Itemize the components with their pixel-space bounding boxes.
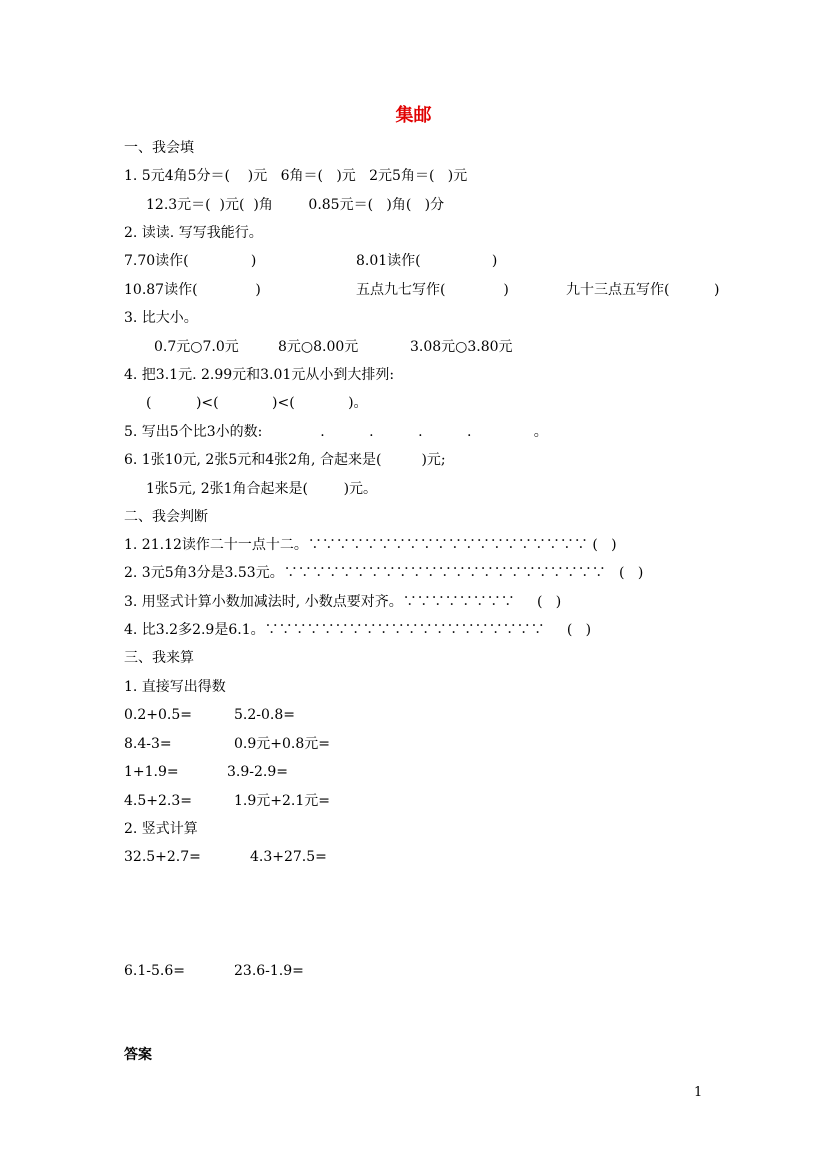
question-6-line-1: 6. 1张10元, 2张5元和4张2角, 合起来是( )元; [124,452,446,468]
calc-1-e: 1+1.9= [124,764,179,780]
page-title: 集邮 [395,105,432,126]
calc-2-a: 32.5+2.7= [124,849,201,865]
question-2-item-d: 五点九七写作( ) [356,282,509,298]
judge-item-4: 4. 比3.2多2.9是6.1。∵∵∵∵∵∵∵∵∵∵∵∵∵∵∵∵∵∵∵∵ ( ) [124,622,592,638]
calc-2-b: 4.3+27.5= [250,849,327,865]
question-6-line-2: 1张5元, 2张1角合起来是( )元。 [146,481,378,497]
calc-1-a: 0.2+0.5= [124,707,192,723]
calc-1-h: 1.9元+2.1元= [234,793,330,809]
question-2-heading: 2. 读读. 写写我能行。 [124,225,263,241]
calc-2-c: 6.1-5.6= [124,963,185,979]
judge-item-3: 3. 用竖式计算小数加减法时, 小数点要对齐。∵∵∵∵∵∵∵∵ ( ) [124,594,562,610]
answers-heading: 答案 [124,1047,152,1063]
question-5: 5. 写出5个比3小的数: . . . . 。 [124,424,548,440]
question-3-item-c: 3.08元○3.80元 [410,339,513,355]
calc-1-f: 3.9-2.9= [227,764,288,780]
question-2-item-c: 10.87读作( ) [124,282,261,298]
calc-1-c: 8.4-3= [124,736,172,752]
section-heading-calc: 三、我来算 [124,650,194,666]
question-3-item-b: 8元○8.00元 [278,339,359,355]
question-3-item-a: 0.7元○7.0元 [154,339,239,355]
section-heading-fill: 一、我会填 [124,140,194,156]
question-4-blanks: ( )<( )<( )。 [146,395,368,411]
judge-item-2: 2. 3元5角3分是3.53元。∵∵∵∵∵∵∵∵∵∵∵∵∵∵∵∵∵∵∵∵∵∵∵ ( ) [124,565,644,581]
page-number: 1 [694,1085,703,1100]
section-heading-judge: 二、我会判断 [124,509,208,525]
calc-1-b: 5.2-0.8= [234,707,295,723]
calc-1-d: 0.9元+0.8元= [234,736,330,752]
question-2-item-e: 九十三点五写作( ) [566,282,720,298]
question-1-line-2: 12.3元＝( )元( )角 0.85元＝( )角( )分 [146,197,445,213]
question-4-heading: 4. 把3.1元. 2.99元和3.01元从小到大排列: [124,367,395,383]
calc-1-heading: 1. 直接写出得数 [124,679,226,695]
calc-2-d: 23.6-1.9= [234,963,304,979]
question-3-heading: 3. 比大小。 [124,310,198,326]
question-1-line-1: 1. 5元4角5分＝( )元 6角＝( )元 2元5角＝( )元 [124,168,468,184]
question-2-item-a: 7.70读作( ) [124,253,257,269]
question-2-item-b: 8.01读作( ) [356,253,498,269]
calc-2-heading: 2. 竖式计算 [124,821,198,837]
judge-item-1: 1. 21.12读作二十一点十二。∵∵∵∵∵∵∵∵∵∵∵∵∵∵∵∵∵∵∵∵ ( ) [124,537,617,553]
calc-1-g: 4.5+2.3= [124,793,192,809]
